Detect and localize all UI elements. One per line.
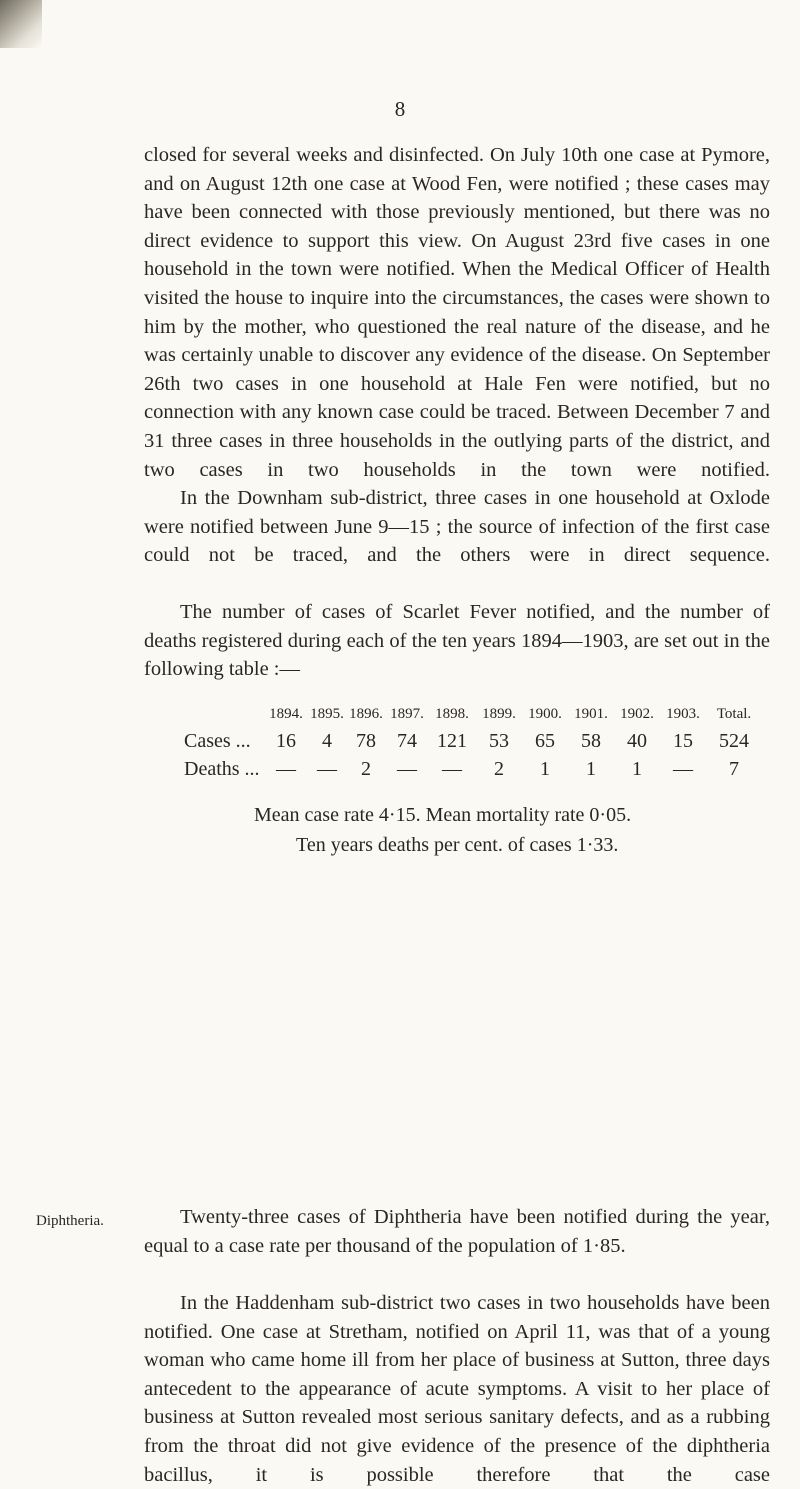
deaths-cell: — <box>673 757 693 780</box>
cases-total: 524 <box>719 729 749 752</box>
deaths-cell: — <box>317 757 337 780</box>
year-1902: 1902. <box>620 705 654 722</box>
deaths-cell: — <box>397 757 417 780</box>
deaths-cell: 1 <box>540 757 550 780</box>
table-header-row <box>184 701 762 727</box>
cases-label: Cases ... <box>184 729 251 752</box>
year-1900: 1900. <box>528 705 562 722</box>
deaths-cell: — <box>276 757 296 780</box>
year-total: Total. <box>716 705 752 722</box>
deaths-cell: 1 <box>632 757 642 780</box>
paragraph-outbreaks: closed for several weeks and disinfected. On July 10th one case at Pymore, and on August 12th one case at Wood Fen, were notified ; these cases may have been connected with those previously mentioned, but there was no direct evidence to support this view. On August 23rd five cases in one household in the town were notified. When the Medical Officer of Health visited the house to inquire into the circumstances, the cases were shown to him by the mother, who questioned the real nature of the disease, and he was certainly unable to discover any evidence of the disease. On September 26th two cases in one household at Hale Fen were notified, but no connection with any known case could be traced. Between December 7 and 31 three cases in three households in the outlying parts of the district, and two cases in two households in the town were notified. <box>144 144 770 481</box>
paragraph-downham: In the Downham sub-district, three cases in one household at Oxlode were notified between June 9—15 ; the source of infection of the first case could not be traced, and the others were in direct sequence. <box>144 487 770 567</box>
deaths-label: Deaths ... <box>184 757 260 780</box>
year-1899: 1899. <box>482 705 516 722</box>
scarlet-fever-table <box>184 701 762 783</box>
cases-cell: 53 <box>489 729 509 752</box>
deaths-cell: 2 <box>361 757 371 780</box>
table-header-blank <box>184 701 264 727</box>
year-1903: 1903. <box>666 705 700 722</box>
cases-cell: 58 <box>581 729 601 752</box>
cases-cell: 65 <box>535 729 555 752</box>
cases-cell: 121 <box>437 729 467 752</box>
cases-cell: 15 <box>673 729 693 752</box>
cases-cell: 4 <box>322 729 332 752</box>
summary-deaths-percent: Ten years deaths per cent. of cases 1·33. <box>296 834 619 856</box>
year-1897: 1897. <box>390 705 424 722</box>
deaths-cell: 1 <box>586 757 596 780</box>
cases-cell: 16 <box>276 729 296 752</box>
summary-mean-rates: Mean case rate 4·15. Mean mortality rate 0·05. <box>254 804 632 826</box>
cases-cell: 74 <box>397 729 417 752</box>
year-1896: 1896. <box>349 705 383 722</box>
year-1901: 1901. <box>574 705 608 722</box>
deaths-cell: 2 <box>494 757 504 780</box>
page-number: 8 <box>394 97 406 121</box>
paragraph-haddenham: In the Haddenham sub-district two cases in two households have been notified. One case at Stretham, notified on April 11, was that of a young woman who came home ill from her place of business at Sutton, three days antecedent to the appearance of acute symptoms. A visit to her place of business at Sutton revealed most serious sanitary defects, and as a rubbing from the throat did not give evidence of the presence of the diphtheria bacillus, it is possible therefore that the case <box>144 1292 770 1486</box>
year-1895: 1895. <box>310 705 344 722</box>
year-1898: 1898. <box>435 705 469 722</box>
margin-note-diphtheria: Diphtheria. <box>36 1213 104 1229</box>
cases-cell: 40 <box>627 729 647 752</box>
paragraph-diphtheria-summary: Twenty-three cases of Diphtheria have been notified during the year, equal to a case rate per thousand of the population of 1·85. <box>144 1206 770 1257</box>
deaths-total: 7 <box>729 757 739 780</box>
table-row-cases <box>184 727 762 755</box>
table-row-deaths <box>184 755 762 783</box>
paragraph-table-intro: The number of cases of Scarlet Fever notified, and the number of deaths registered during each of the ten years 1894—1903, are set out in the following table :— <box>144 601 770 681</box>
cases-cell: 78 <box>356 729 376 752</box>
deaths-cell: — <box>442 757 462 780</box>
page-corner-shadow <box>0 0 42 48</box>
year-1894: 1894. <box>269 705 303 722</box>
